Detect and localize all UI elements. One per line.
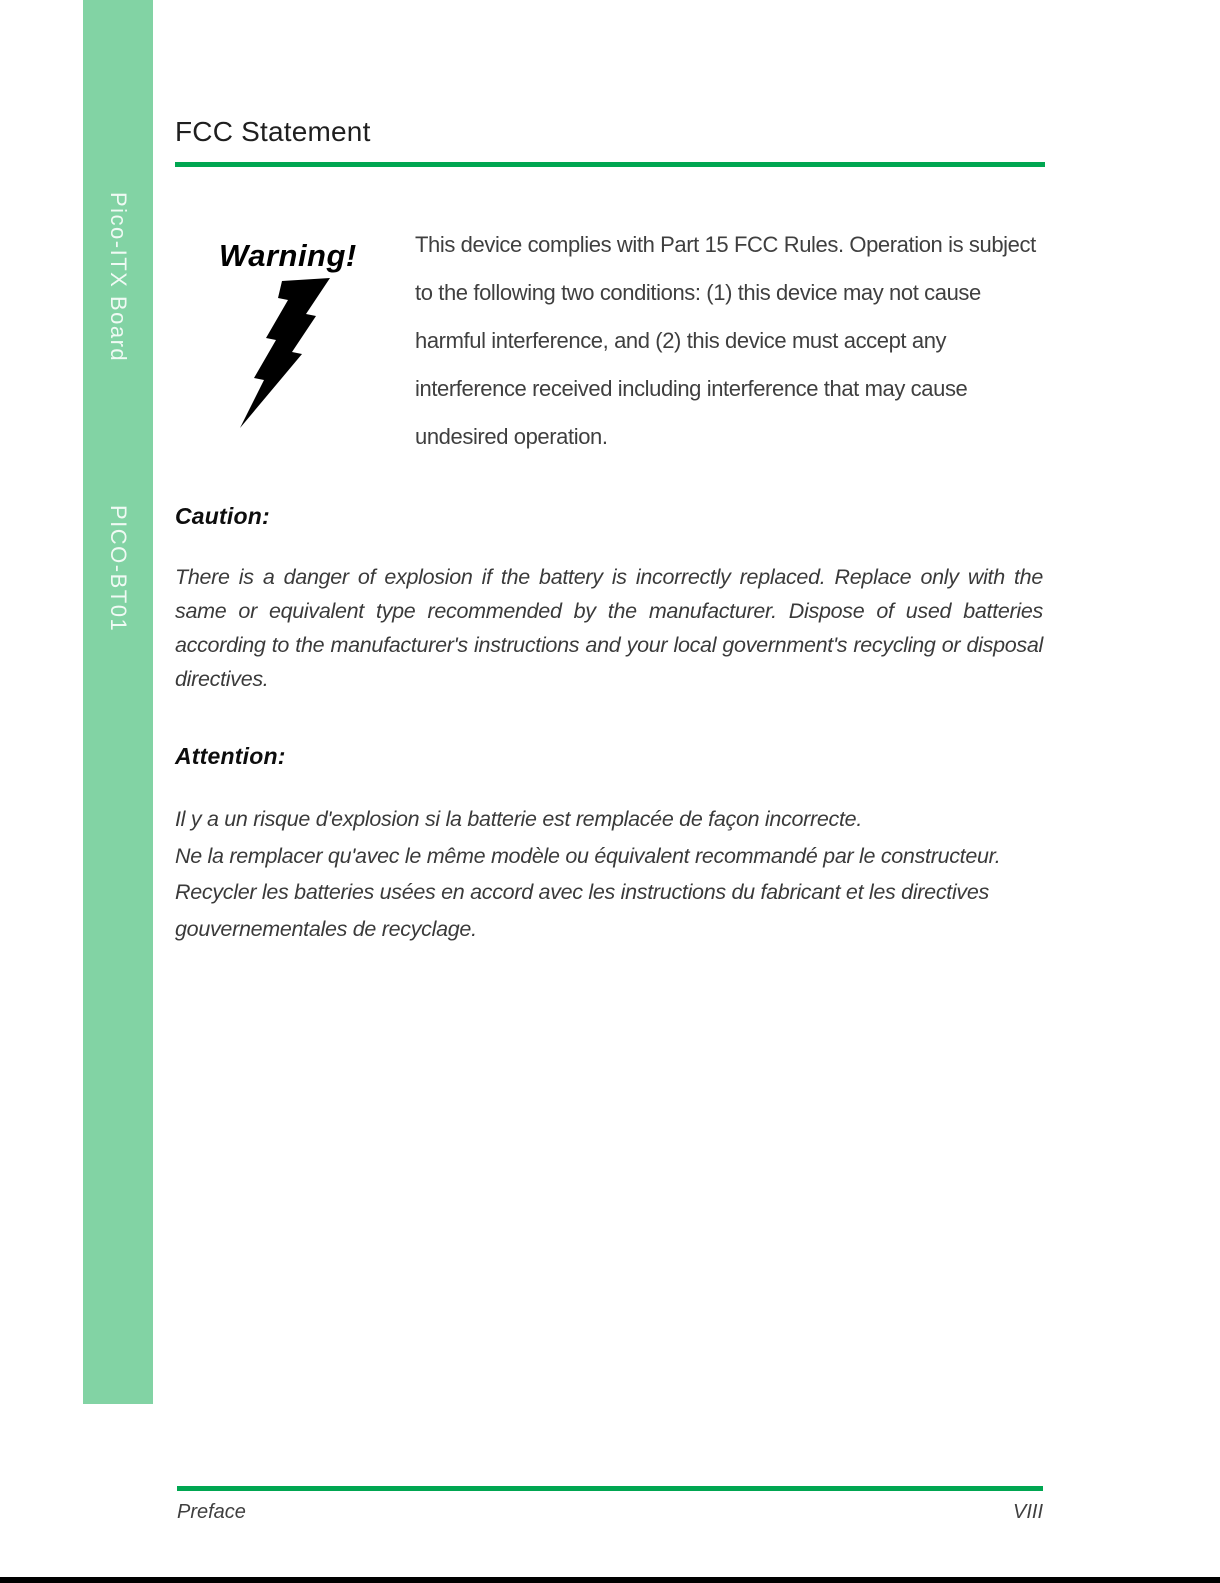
- sidebar-model-label: PICO-BT01: [106, 505, 131, 633]
- attention-text: [175, 801, 1043, 947]
- caution-heading: Caution:: [175, 503, 270, 529]
- warning-label: Warning!: [219, 238, 357, 273]
- lightning-bolt-icon: [230, 278, 332, 430]
- fcc-statement-text: This device complies with Part 15 FCC Rules. Operation is subject to the following two conditions: (1) this device may not cause harmful interference, and (2) this device must accept any interference received including interference that may cause undesired operation.: [415, 232, 1036, 449]
- attention-line: Recycler les batteries usées en accord avec les instructions du fabricant et les directives: [175, 880, 989, 904]
- footer-rule: [177, 1486, 1043, 1491]
- sidebar: [83, 0, 153, 1404]
- bottom-edge-bar: [0, 1577, 1220, 1583]
- attention-line: gouvernementales de recyclage.: [175, 916, 477, 941]
- title-underline-rule: [175, 162, 1045, 167]
- attention-line: Ne la remplacer qu'avec le même modèle ou équivalent recommandé par le constructeur.: [175, 843, 1001, 868]
- footer-section-label: Preface: [177, 1501, 246, 1523]
- attention-heading: Attention:: [175, 743, 286, 769]
- page-title: FCC Statement: [175, 116, 371, 147]
- caution-text: There is a danger of explosion if the battery is incorrectly replaced. Replace only with the same or equivalent type recommended by the manufacturer. Dispose of used batteries according to the manufacturer's instructions and your local government's recycling or disposal directives.: [175, 565, 1043, 691]
- attention-line: Il y a un risque d'explosion si la batterie est remplacée de façon incorrecte.: [175, 807, 863, 831]
- footer-page-number: VIII: [1012, 1501, 1043, 1523]
- sidebar-board-label: Pico-ITX Board: [106, 192, 131, 363]
